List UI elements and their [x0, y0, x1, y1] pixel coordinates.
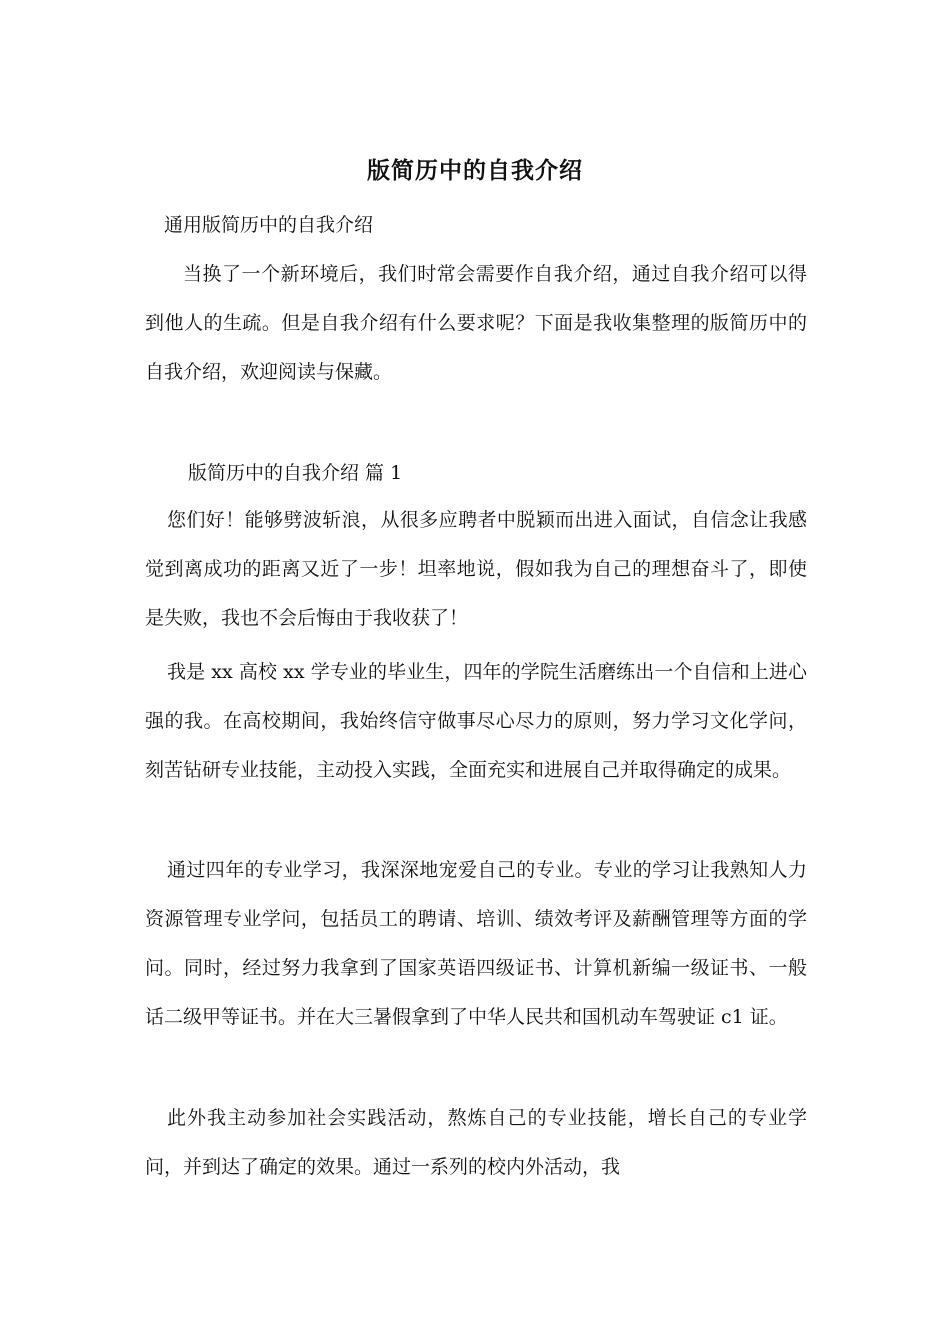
document-subtitle: 通用版简历中的自我介绍: [164, 214, 374, 236]
intro-paragraph: 当换了一个新环境后，我们时常会需要作自我介绍，通过自我介绍可以得到他人的生疏。但是自我介绍有什么要求呢？下面是我收集整理的版简历中的自我介绍，欢迎阅读与保藏。: [145, 263, 807, 383]
document-title: 版简历中的自我介绍: [367, 157, 583, 184]
body-paragraph: 通过四年的专业学习，我深深地宠爱自己的专业。专业的学习让我熟知人力资源管理专业学问，包括员工的聘请、培训、绩效考评及薪酬管理等方面的学问。同时，经过努力我拿到了国家英语四级证书、计算机新编一级证书、一般话二级甲等证书。并在大三暑假拿到了中华人民共和国机动车驾驶证 c1 证。: [145, 859, 807, 1028]
body-paragraph: 您们好！能够劈波斩浪，从很多应聘者中脱颖而出进入面试，自信念让我感觉到离成功的距离又近了一步！坦率地说，假如我为自己的理想奋斗了，即使是失败，我也不会后悔由于我收获了！: [145, 509, 807, 629]
body-paragraph: 此外我主动参加社会实践活动，熬炼自己的专业技能，增长自己的专业学问，并到达了确定的效果。通过一系列的校内外活动，我: [145, 1107, 807, 1178]
body-paragraph: 我是 xx 高校 xx 学专业的毕业生，四年的学院生活磨练出一个自信和上进心强的我。在高校期间，我始终信守做事尽心尽力的原则，努力学习文化学问，刻苦钻研专业技能，主动投入实践，全面充实和进展自己并取得确定的成果。: [145, 661, 807, 781]
section-heading: 版简历中的自我介绍 篇 1: [188, 462, 403, 484]
